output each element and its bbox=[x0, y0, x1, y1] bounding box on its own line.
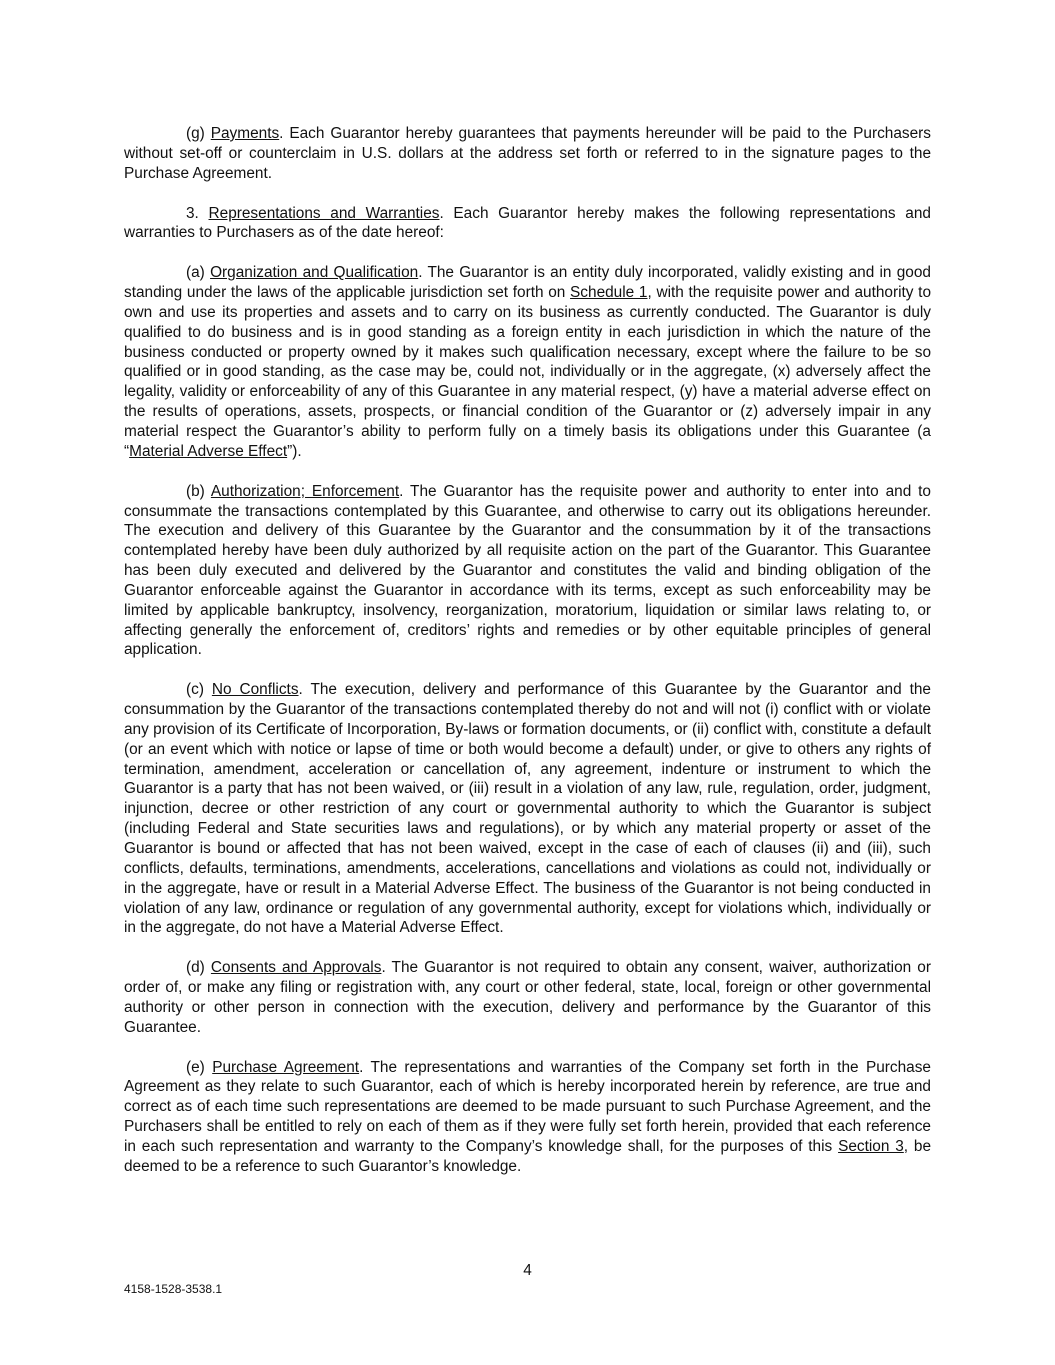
paragraph-text: ”). bbox=[287, 442, 302, 460]
paragraph-heading: No Conflicts bbox=[211, 681, 299, 699]
paragraph-text: . The representations and warranties of the Company set forth in the Purchase Agreement as they relate to such Guarantor, each of which is hereby incorporated herein by reference, are true and correct as of each time such representations are deemed to be made pursuant to such Purchase Agreement, and the Purchasers shall be entitled to rely on each of them as if they were fully set forth herein, provided that each reference in each such representation and warranty to the Company’s knowledge shall, for the purposes of this bbox=[124, 1058, 931, 1155]
paragraph-prefix: (b) bbox=[186, 482, 211, 500]
paragraph-prefix: (c) bbox=[186, 681, 212, 699]
paragraph-text: . Each Guarantor hereby makes the following representations and warranties to Purchasers as of the date hereof: bbox=[124, 204, 931, 242]
paragraph-text: . The Guarantor has the requisite power and authority to enter into and to consummate the transactions contemplated by this Guarantee, and otherwise to carry out its obligations hereunder. The execution and delivery of this Guarantee by the Guarantor and the consummation by it of the transactions contemplated hereby have been duly authorized by all requisite action on the part of the Guarantor. This Guarantee has been duly executed and delivered by the Guarantor and constitutes the valid and binding obligation of the Guarantor enforceable against the Guarantor in accordance with its terms, except as such enforceability may be limited by applicable bankruptcy, insolvency, reorganization, moratorium, liquidation or similar laws relating to, or affecting generally the enforcement of, creditors’ rights and remedies or by other equitable principles of general application. bbox=[124, 482, 931, 659]
paragraph-heading: Purchase Agreement bbox=[212, 1058, 360, 1076]
paragraph-text: . The execution, delivery and performance of this Guarantee by the Guarantor and the consummation by the Guarantor of the transactions contemplated thereby do not and will not (i) conflict with or violate any provision of its Certificate of Incorporation, By-laws or formation documents, or (ii) conflict with, constitute a default (or an event which with notice or lapse of time or both would become a default) under, or give to others any rights of termination, amendment, acceleration or cancellation of, any agreement, indenture or instrument to which the Guarantor is a party that has not been waived, or (iii) result in a violation of any law, rule, regulation, order, judgment, injunction, decree or other restriction of any court or governmental authority to which the Guarantor is subject (including Federal and State securities laws and regulations), or by which any material property or asset of the Guarantor is bound or affected that has not been waived, except in the case of each of clauses (ii) and (iii), such conflicts, defaults, terminations, amendments, accelerations, cancellations and violations as could not, individually or in the aggregate, have or result in a Material Adverse Effect. The business of the Guarantor is not being conducted in violation of any law, ordinance or regulation of any governmental authority, except for violations which, individually or in the aggregate, do not have a Material Adverse Effect. bbox=[124, 681, 931, 937]
paragraph-a-organization bbox=[124, 263, 931, 461]
paragraph-heading: Representations and Warranties bbox=[208, 204, 440, 222]
paragraph-text: , with the requisite power and authority to own and use its properties and assets and to carry on its business as currently conducted. The Guarantor is duly qualified to do business and is in good standing as a foreign entity in each jurisdiction in which the nature of the business conducted or property owned by it makes such qualification necessary, except where the failure to be so qualified or in good standing, as the case may be, could not, individually or in the aggregate, (x) adversely affect the legality, validity or enforceability of any of this Guarantee in any material respect, (y) have a material adverse effect on the results of operations, assets, prospects, or financial condition of the Guarantor or (z) adversely impair in any material respect the Guarantor’s ability to perform fully on a timely basis its obligations under this Guarantee (a “ bbox=[124, 284, 932, 460]
paragraph-prefix: 3. bbox=[186, 204, 209, 222]
paragraph-prefix: (a) bbox=[186, 264, 211, 282]
paragraph-d-consents bbox=[124, 958, 931, 1037]
paragraph-3-representations bbox=[124, 204, 931, 244]
paragraph-text: , be deemed to be a reference to such Guarantor’s knowledge. bbox=[124, 1137, 932, 1175]
paragraph-text: . The Guarantor is an entity duly incorporated, validly existing and in good standing under the laws of the applicable jurisdiction set forth on bbox=[124, 264, 931, 302]
paragraph-heading: Consents and Approvals bbox=[210, 959, 382, 977]
paragraph-heading: Payments bbox=[210, 125, 280, 142]
paragraph-prefix: (d) bbox=[186, 959, 211, 977]
paragraph-prefix: (g) bbox=[186, 125, 211, 142]
paragraph-g-payments bbox=[124, 124, 931, 184]
section-3-reference: Section 3 bbox=[838, 1137, 904, 1155]
schedule-1-reference: Schedule 1 bbox=[570, 284, 648, 302]
paragraph-heading: Authorization; Enforcement bbox=[210, 482, 400, 500]
paragraph-heading: Organization and Qualification bbox=[210, 264, 419, 282]
paragraph-text: . Each Guarantor hereby guarantees that payments hereunder will be paid to the Purchasers without set-off or counterclaim in U.S. dollars at the address set forth or referred to in the signature pages to the Purchase Agreement. bbox=[124, 125, 931, 182]
page-number: 4 bbox=[523, 1262, 532, 1279]
paragraph-text: . The Guarantor is not required to obtain any consent, waiver, authorization or order of, or make any filing or registration with, any court or other federal, state, local, foreign or other governmental authority or other person in connection with the execution, delivery and performance by the Guarantor of this Guarantee. bbox=[124, 959, 931, 1036]
material-adverse-effect-term: Material Adverse Effect bbox=[129, 442, 288, 460]
paragraph-prefix: (e) bbox=[186, 1058, 213, 1076]
document-id: 4158-1528-3538.1 bbox=[124, 1282, 223, 1296]
document-page bbox=[124, 124, 931, 1197]
paragraph-e-purchase-agreement bbox=[124, 1058, 931, 1177]
paragraph-b-authorization bbox=[124, 482, 931, 661]
paragraph-c-no-conflicts bbox=[124, 680, 931, 938]
